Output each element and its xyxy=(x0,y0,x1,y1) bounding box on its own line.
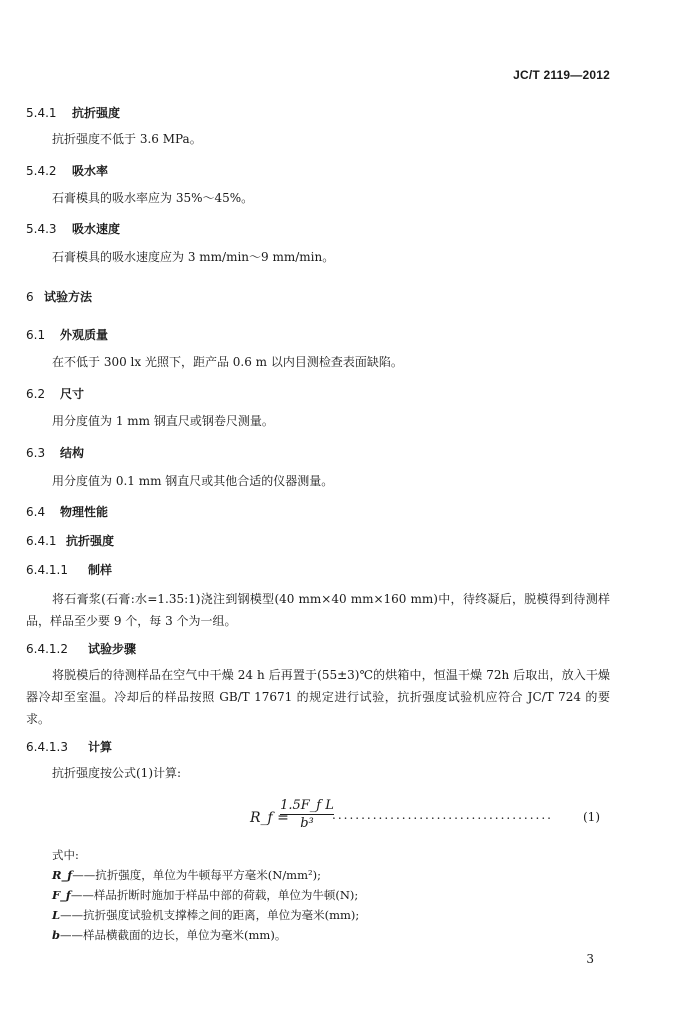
section-title: 吸水速度 xyxy=(72,222,121,236)
section-6-4-1-3-heading xyxy=(26,738,112,755)
variable-definition xyxy=(52,866,321,884)
section-number: 6.4.1.3 xyxy=(26,740,68,754)
variable-description: ——样品折断时施加于样品中部的荷载，单位为牛顿(N); xyxy=(70,888,359,902)
section-title: 尺寸 xyxy=(60,387,85,401)
formula-leader-dots: ...................................... xyxy=(332,808,553,822)
formula-fraction xyxy=(280,798,334,831)
section-5-4-3-heading xyxy=(26,220,120,237)
variable-description: ——样品横截面的边长，单位为毫米(mm)。 xyxy=(60,928,287,942)
section-number: 5.4.2 xyxy=(26,164,57,178)
variable-definition xyxy=(52,906,359,924)
section-number: 5.4.1 xyxy=(26,106,57,120)
variable-symbol: F_f xyxy=(52,888,71,902)
section-6-4-1-2-text: 将脱模后的待测样品在空气中干燥 24 h 后再置于(55±3)℃的烘箱中，恒温干燥 72h 后取出，放入干燥器冷却至室温。冷却后的样品按照 GB/T 17671 的规定进行试验，抗折强度试验机应符合 JC/T 724 的要求。 xyxy=(26,668,610,726)
section-number: 6.1 xyxy=(26,328,46,342)
section-title: 吸水率 xyxy=(72,164,109,178)
section-6-4-1-2-heading xyxy=(26,640,136,657)
section-number: 6.4 xyxy=(26,505,46,519)
section-6-4-heading xyxy=(26,503,108,520)
variable-description: ——抗折强度，单位为牛顿每平方毫米(N/mm²); xyxy=(72,868,321,882)
section-5-4-1-text: 抗折强度不低于 3.6 MPa。 xyxy=(52,132,202,146)
section-number: 6.4.1 xyxy=(26,534,57,548)
formula-intro-text: 抗折强度按公式(1)计算: xyxy=(52,766,182,780)
section-title: 计算 xyxy=(88,740,113,754)
section-6-4-1-1-heading xyxy=(26,561,112,578)
page-number: 3 xyxy=(586,952,594,966)
section-6-1-text: 在不低于 300 lx 光照下，距产品 0.6 m 以内目测检查表面缺陷。 xyxy=(52,355,403,369)
section-6-2-text: 用分度值为 1 mm 钢直尺或钢卷尺测量。 xyxy=(52,414,274,428)
section-5-4-3-text: 石膏模具的吸水速度应为 3 mm/min～9 mm/min。 xyxy=(52,250,335,264)
section-6-3-heading xyxy=(26,444,84,461)
variable-definition xyxy=(52,926,286,944)
section-number: 5.4.3 xyxy=(26,222,57,236)
section-6-1-heading xyxy=(26,326,108,343)
section-5-4-2-heading xyxy=(26,162,108,179)
section-number: 6.3 xyxy=(26,446,46,460)
document-code-header: JC/T 2119—2012 xyxy=(513,68,610,82)
section-number: 6.4.1.1 xyxy=(26,563,68,577)
section-6-heading xyxy=(26,288,92,305)
variable-description: ——抗折强度试验机支撑棒之间的距离，单位为毫米(mm); xyxy=(60,908,360,922)
section-number: 6 xyxy=(26,290,34,304)
section-6-4-1-1-text: 将石膏浆(石膏:水=1.35:1)浇注到钢模型(40 mm×40 mm×160 mm)中，待终凝后，脱模得到待测样品，样品至少要 9 个，每 3 个为一组。 xyxy=(26,592,610,628)
variable-symbol: R_f xyxy=(52,868,73,882)
where-label: 式中: xyxy=(52,848,79,862)
section-title: 试验方法 xyxy=(44,290,93,304)
variable-definition xyxy=(52,886,358,904)
formula-denominator: b³ xyxy=(300,816,314,831)
section-6-2-heading xyxy=(26,385,84,402)
section-5-4-1-heading xyxy=(26,104,120,121)
section-title: 抗折强度 xyxy=(72,106,121,120)
formula-1 xyxy=(250,798,610,842)
section-6-4-1-heading xyxy=(26,532,114,549)
section-title: 结构 xyxy=(60,446,85,460)
formula-equation-number: (1) xyxy=(583,810,600,824)
section-title: 试验步骤 xyxy=(88,642,137,656)
section-number: 6.2 xyxy=(26,387,46,401)
formula-lhs: R_f = xyxy=(250,810,289,826)
section-title: 外观质量 xyxy=(60,328,109,342)
section-title: 物理性能 xyxy=(60,505,109,519)
section-5-4-2-text: 石膏模具的吸水率应为 35%～45%。 xyxy=(52,191,254,205)
section-title: 制样 xyxy=(88,563,113,577)
section-title: 抗折强度 xyxy=(66,534,115,548)
section-number: 6.4.1.2 xyxy=(26,642,68,656)
formula-numerator: 1.5F_f L xyxy=(280,798,334,813)
variable-symbol: b xyxy=(52,928,61,942)
variable-symbol: L xyxy=(52,908,61,922)
section-6-3-text: 用分度值为 0.1 mm 钢直尺或其他合适的仪器测量。 xyxy=(52,474,334,488)
